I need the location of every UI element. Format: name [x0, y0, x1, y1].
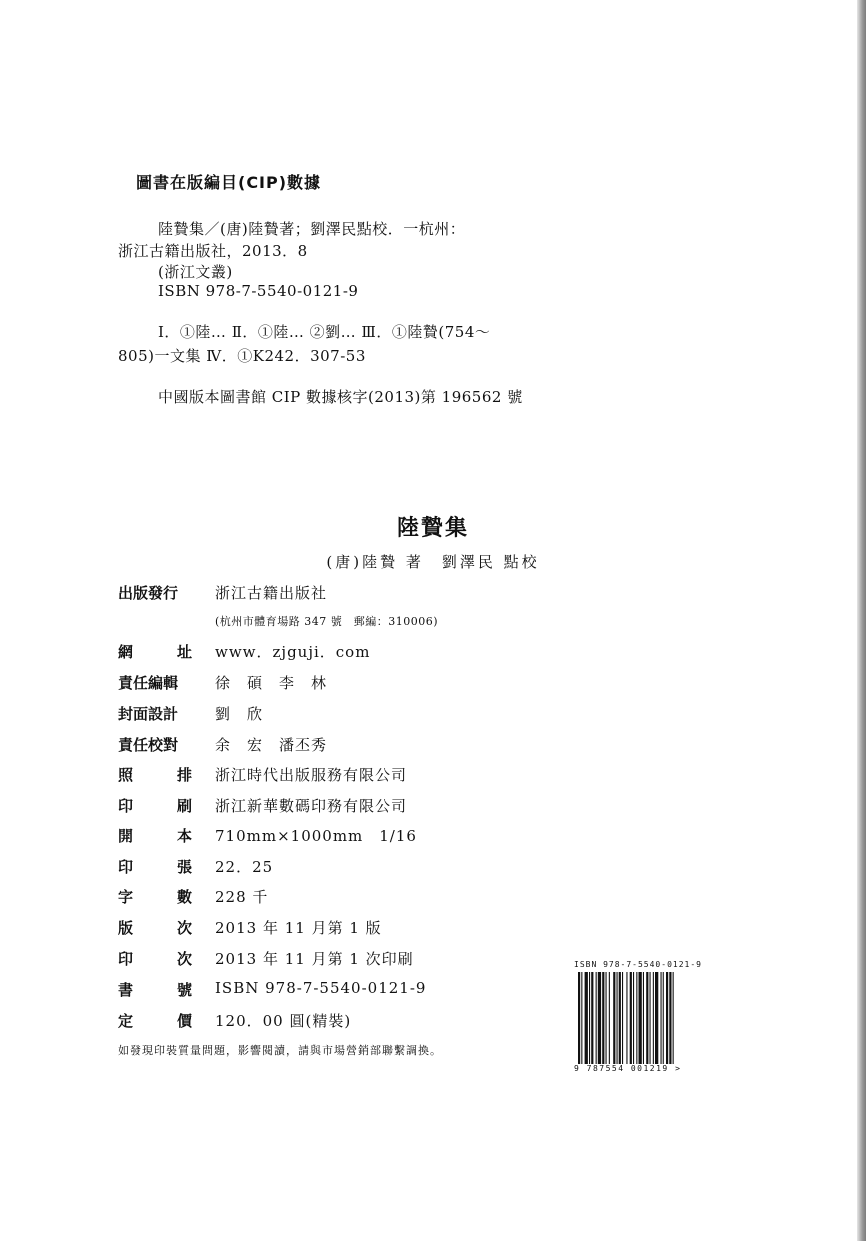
- label-book-number: 書 號: [118, 981, 192, 999]
- label-price: 定 價: [118, 1012, 192, 1030]
- value-sheets: 22．25: [215, 858, 274, 876]
- value-edition: 2013 年 11 月第 1 版: [215, 919, 382, 937]
- book-title: 陸贄集: [396, 516, 469, 541]
- barcode-bar: [639, 972, 642, 1064]
- cip-heading: 圖書在版編目(CIP)數據: [136, 173, 322, 192]
- value-price: 120．00 圓(精裝): [215, 1012, 352, 1030]
- label-proofreader: 責任校對: [118, 736, 179, 754]
- value-impression: 2013 年 11 月第 1 次印刷: [215, 950, 414, 968]
- barcode-bar: [589, 972, 590, 1064]
- barcode-bar: [619, 972, 621, 1064]
- label-format: 開 本: [118, 827, 192, 845]
- page-edge-shadow: [857, 0, 866, 1241]
- label-text: 出版發行: [118, 584, 179, 602]
- barcode-bar: [606, 972, 607, 1064]
- barcode-bar: [617, 972, 618, 1064]
- label-publisher: [118, 582, 192, 603]
- value-editor: 徐 碩 李 林: [215, 674, 328, 692]
- barcode-bar: [585, 972, 588, 1064]
- barcode-bar: [598, 972, 601, 1064]
- isbn-barcode: [574, 960, 734, 1074]
- label-edition: 版 次: [118, 919, 192, 937]
- barcode-bar: [653, 972, 654, 1064]
- label-editor: 責任編輯: [118, 674, 179, 692]
- barcode-bar: [596, 972, 597, 1064]
- barcode-bar: [661, 972, 662, 1064]
- cip-line: 中國版本圖書館 CIP 數據核字(2013)第 196562 號: [158, 388, 523, 406]
- value-format: 710mm×1000mm 1/16: [215, 827, 417, 845]
- barcode-bar: [630, 972, 632, 1064]
- barcode-bar: [643, 972, 644, 1064]
- cip-line: (浙江文叢): [158, 263, 233, 281]
- cip-line: 浙江古籍出版社，2013．8: [118, 242, 308, 260]
- cip-line: 陸贄集／(唐)陸贄著；劉澤民點校．一杭州：: [158, 220, 466, 238]
- cip-line: Ⅰ．①陸… Ⅱ．①陸… ②劉… Ⅲ．①陸贄(754～: [158, 323, 491, 341]
- value-publisher: 浙江古籍出版社: [215, 584, 328, 602]
- value-word-count: 228 千: [215, 888, 269, 906]
- barcode-bar: [622, 972, 623, 1064]
- barcode-bar: [646, 972, 648, 1064]
- label-word-count: 字 數: [118, 888, 192, 906]
- label-website: 網 址: [118, 643, 192, 661]
- value-website: www．zjguji．com: [215, 643, 371, 661]
- barcode-bar: [591, 972, 593, 1064]
- author-byline: (唐)陸贄 著 劉澤民 點校: [326, 553, 540, 571]
- barcode-bar: [609, 972, 610, 1064]
- publisher-address: (杭州市體育場路 347 號 郵編：310006): [215, 615, 439, 628]
- barcode-bar: [602, 972, 604, 1064]
- value-printing: 浙江新華數碼印務有限公司: [215, 797, 408, 815]
- value-cover-design: 劉 欣: [215, 705, 264, 723]
- barcode-bar: [636, 972, 637, 1064]
- barcode-bar: [663, 972, 664, 1064]
- barcode-bar: [673, 972, 674, 1064]
- barcode-bar: [578, 972, 580, 1064]
- label-printing: 印 刷: [118, 797, 192, 815]
- barcode-bar: [613, 972, 615, 1064]
- barcode-bar: [666, 972, 668, 1064]
- barcode-bar: [655, 972, 658, 1064]
- barcode-bar: [581, 972, 582, 1064]
- barcode-bar: [669, 972, 671, 1064]
- label-typesetting: 照 排: [118, 766, 192, 784]
- cip-line: ISBN 978-7-5540-0121-9: [158, 282, 359, 300]
- cip-line: 805)一文集 Ⅳ．①K242．307-53: [118, 347, 366, 365]
- barcode-digits: 9 787554 001219 >: [574, 1064, 682, 1073]
- barcode-bar: [650, 972, 651, 1064]
- label-cover-design: 封面設計: [118, 705, 179, 723]
- value-typesetting: 浙江時代出版服務有限公司: [215, 766, 408, 784]
- quality-notice: 如發現印裝質量問題，影響閱讀，請與市場營銷部聯繫調換。: [118, 1044, 442, 1057]
- barcode-bar: [626, 972, 627, 1064]
- barcode-bar: [633, 972, 634, 1064]
- value-proofreader: 余 宏 潘丕秀: [215, 736, 328, 754]
- value-book-number: ISBN 978-7-5540-0121-9: [215, 979, 427, 997]
- label-sheets: 印 張: [118, 858, 192, 876]
- barcode-isbn-text: ISBN 978-7-5540-0121-9: [574, 960, 702, 969]
- label-impression: 印 次: [118, 950, 192, 968]
- barcode-bars: [574, 972, 724, 1064]
